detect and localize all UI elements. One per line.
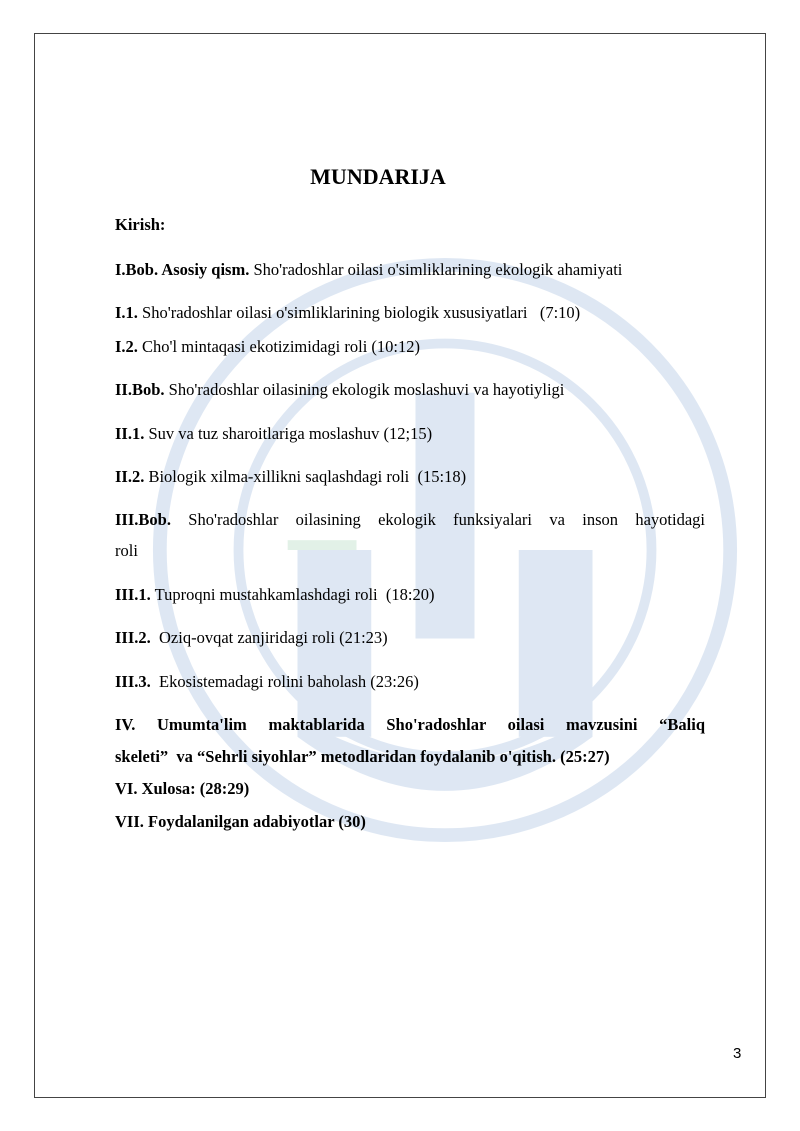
toc-entry-text: Tuproqni mustahkamlashdagi roli (18:20) xyxy=(150,585,435,604)
toc-entry-title: IV. Umumta'lim maktablarida Sho'radoshlar oilasi mavzusini “Baliq xyxy=(115,715,705,734)
toc-entry xyxy=(115,333,705,361)
toc-entry-text: Sho'radoshlar oilasining ekologik moslashuvi va hayotiyligi xyxy=(164,380,565,399)
toc-entry-text: Oziq-ovqat zanjiridagi roli (21:23) xyxy=(150,628,388,647)
toc-entry-text: Suv va tuz sharoitlariga moslashuv (12;15) xyxy=(144,424,433,443)
toc-entry-number: III.1. xyxy=(115,585,151,604)
toc-entry-number: Kirish: xyxy=(115,215,166,234)
toc-entry xyxy=(115,420,705,448)
toc-entry-number: III.Bob. xyxy=(115,510,171,529)
toc-entry-text: Sho'radoshlar oilasi o'simliklarining biologik xususiyatlari (7:10) xyxy=(137,303,581,322)
toc-entry-text: Ekosistemadagi rolini baholash (23:26) xyxy=(150,672,419,691)
toc-entry-title: VII. Foydalanilgan adabiyotlar (30) xyxy=(115,812,366,831)
toc-entry-text: Cho'l mintaqasi ekotizimidagi roli (10:12) xyxy=(137,337,420,356)
toc-entry xyxy=(115,506,705,534)
toc-entry xyxy=(115,668,705,696)
toc-entry xyxy=(115,463,705,491)
toc-entry xyxy=(115,808,705,836)
toc-entry xyxy=(115,624,705,652)
toc-entry-text: Sho'radoshlar oilasi o'simliklarining ekologik ahamiyati xyxy=(249,260,623,279)
page-number: 3 xyxy=(733,1045,742,1062)
toc-entry-text: Sho'radoshlar oilasining ekologik funksiyalari va inson hayotidagi xyxy=(170,510,705,529)
toc-entry-number: I.Bob. Asosiy qism. xyxy=(115,260,250,279)
toc-entry xyxy=(115,581,705,609)
toc-entry xyxy=(115,256,705,284)
page-title: MUNDARIJA xyxy=(310,164,446,189)
toc-entry xyxy=(115,299,705,327)
toc-entry xyxy=(115,211,705,239)
toc-entry-text: Biologik xilma-xillikni saqlashdagi roli (15:18) xyxy=(144,467,467,486)
toc-entry-text: roli xyxy=(115,541,138,560)
toc-entry-number: III.3. xyxy=(115,672,151,691)
toc-entry-number: II.Bob. xyxy=(115,380,165,399)
toc-entry-number: II.2. xyxy=(115,467,145,486)
toc-entry-continuation xyxy=(115,537,705,565)
toc-entry xyxy=(115,775,705,803)
toc-entry-number: I.1. xyxy=(115,303,138,322)
toc-entry xyxy=(115,711,705,739)
toc-entry-title: skeleti” va “Sehrli siyohlar” metodlaridan foydalanib o'qitish. (25:27) xyxy=(115,747,610,766)
toc-entry-title: VI. Xulosa: (28:29) xyxy=(115,779,250,798)
toc-entry-continuation xyxy=(115,743,705,771)
toc-entry-number: I.2. xyxy=(115,337,138,356)
toc-entry-number: III.2. xyxy=(115,628,151,647)
toc-entry-number: II.1. xyxy=(115,424,145,443)
toc-entry xyxy=(115,376,705,404)
